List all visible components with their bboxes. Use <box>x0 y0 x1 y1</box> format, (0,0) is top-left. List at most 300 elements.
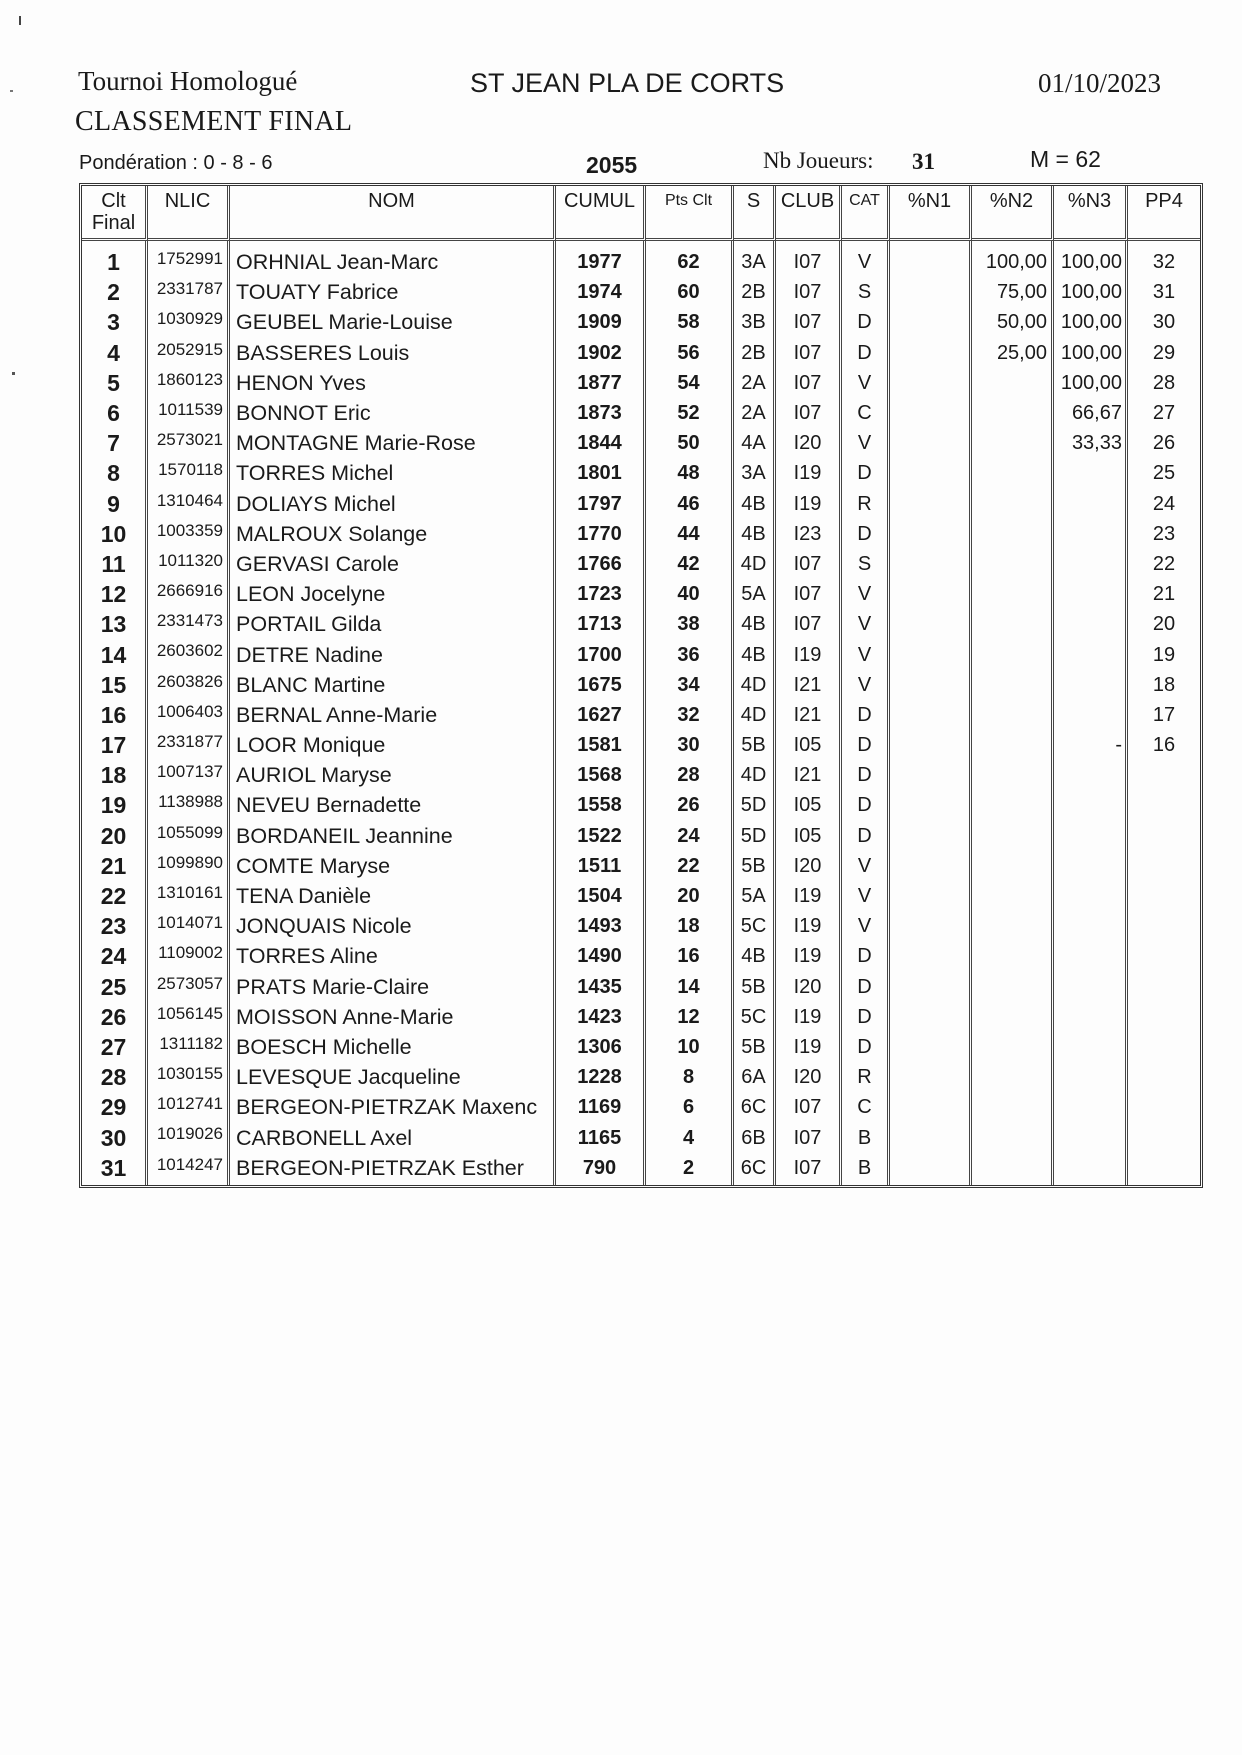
table-row <box>82 1032 1200 1062</box>
pp4-cell: 30 <box>1152 311 1176 334</box>
license-cell: 1311182 <box>148 1032 230 1062</box>
pct-n1-cell <box>890 700 972 730</box>
license-cell: 1011320 <box>148 549 230 579</box>
series-cell: 3A <box>734 458 776 488</box>
series-cell: 5B <box>734 1032 776 1062</box>
table-row <box>82 760 1200 790</box>
pct-n2-cell: 100,00 <box>972 241 1054 277</box>
series-cell: 5A <box>734 579 776 609</box>
category-cell: R <box>842 1062 890 1092</box>
table-row <box>82 911 1200 941</box>
name-cell: HENON Yves <box>230 368 556 398</box>
points-cell: 6 <box>646 1092 734 1122</box>
points-cell: 22 <box>646 851 734 881</box>
points-cell: 14 <box>646 972 734 1002</box>
col-header-nlic: NLIC <box>148 186 230 241</box>
points-cell: 38 <box>646 609 734 639</box>
cumul-cell: 1877 <box>556 368 646 398</box>
series-cell: 4D <box>734 700 776 730</box>
points-cell: 60 <box>646 277 734 307</box>
series-cell: 4B <box>734 639 776 669</box>
table-row <box>82 821 1200 851</box>
series-cell: 6C <box>734 1092 776 1122</box>
points-cell: 56 <box>646 338 734 368</box>
pct-n3-cell <box>1054 821 1128 851</box>
points-cell: 48 <box>646 458 734 488</box>
name-cell: DOLIAYS Michel <box>230 489 556 519</box>
pct-n1-cell <box>890 398 972 428</box>
club-cell: I21 <box>776 670 842 700</box>
category-cell: B <box>842 1153 890 1185</box>
cumul-cell: 1504 <box>556 881 646 911</box>
pct-n1-cell <box>890 428 972 458</box>
pct-n2-cell <box>972 549 1054 579</box>
col-header-cumul: CUMUL <box>556 186 646 241</box>
pct-n1-cell <box>890 941 972 971</box>
table-row <box>82 277 1200 307</box>
rank-cell: 22 <box>82 881 148 911</box>
document-type: Tournoi Homologué <box>78 66 298 96</box>
name-cell: BASSERES Louis <box>230 338 556 368</box>
venue-name: ST JEAN PLA DE CORTS <box>470 68 785 98</box>
rank-cell: 29 <box>82 1092 148 1122</box>
club-cell: I07 <box>776 1122 842 1152</box>
points-cell: 46 <box>646 489 734 519</box>
license-cell: 1030155 <box>148 1062 230 1092</box>
series-cell: 5A <box>734 881 776 911</box>
pct-n3-cell: 66,67 <box>1054 398 1128 428</box>
pp4-cell: 27 <box>1152 402 1176 425</box>
pct-n3-cell: - <box>1054 730 1128 760</box>
col-header-n3: %N3 <box>1054 186 1128 241</box>
pct-n1-cell <box>890 972 972 1002</box>
license-cell: 2603826 <box>148 670 230 700</box>
cumul-cell: 1490 <box>556 941 646 971</box>
cumul-cell: 1766 <box>556 549 646 579</box>
license-cell: 1099890 <box>148 851 230 881</box>
license-cell: 2331473 <box>148 609 230 639</box>
points-cell: 18 <box>646 911 734 941</box>
pct-n1-cell <box>890 368 972 398</box>
col-header-nom: NOM <box>230 186 556 241</box>
name-cell: NEVEU Bernadette <box>230 790 556 820</box>
name-cell: JONQUAIS Nicole <box>230 911 556 941</box>
cumul-cell: 790 <box>556 1153 646 1185</box>
table-row <box>82 549 1200 579</box>
cumul-cell: 1770 <box>556 519 646 549</box>
tournament-date: 01/10/2023 <box>1038 68 1162 98</box>
club-cell: I23 <box>776 519 842 549</box>
points-cell: 12 <box>646 1002 734 1032</box>
club-cell: I20 <box>776 1062 842 1092</box>
license-cell: 2573021 <box>148 428 230 458</box>
pp4-cell <box>1128 1092 1200 1122</box>
total-score: 2055 <box>586 152 638 178</box>
pct-n2-cell <box>972 821 1054 851</box>
pp4-cell <box>1128 1032 1200 1062</box>
license-cell: 1570118 <box>148 458 230 488</box>
rank-cell: 4 <box>82 338 148 368</box>
license-cell: 1752991 <box>148 241 230 277</box>
rank-cell: 21 <box>82 851 148 881</box>
table-row <box>82 579 1200 609</box>
points-cell: 42 <box>646 549 734 579</box>
cumul-cell: 1165 <box>556 1122 646 1152</box>
pct-n2-cell <box>972 609 1054 639</box>
pct-n1-cell <box>890 730 972 760</box>
cumul-cell: 1423 <box>556 1002 646 1032</box>
series-cell: 4A <box>734 428 776 458</box>
name-cell: MONTAGNE Marie-Rose <box>230 428 556 458</box>
name-cell: BERNAL Anne-Marie <box>230 700 556 730</box>
license-cell: 2331877 <box>148 730 230 760</box>
license-cell: 2666916 <box>148 579 230 609</box>
points-cell: 52 <box>646 398 734 428</box>
pct-n2-cell <box>972 911 1054 941</box>
license-cell: 1860123 <box>148 368 230 398</box>
series-cell: 5C <box>734 1002 776 1032</box>
rank-cell: 3 <box>82 307 148 337</box>
pct-n2-cell <box>972 941 1054 971</box>
pct-n3-cell <box>1054 670 1128 700</box>
category-cell: S <box>842 549 890 579</box>
points-cell: 50 <box>646 428 734 458</box>
series-cell: 3B <box>734 307 776 337</box>
club-cell: I07 <box>776 609 842 639</box>
pct-n1-cell <box>890 338 972 368</box>
pct-n2-cell <box>972 700 1054 730</box>
series-cell: 2B <box>734 277 776 307</box>
pct-n3-cell <box>1054 941 1128 971</box>
pct-n3-cell <box>1054 458 1128 488</box>
col-header-n1: %N1 <box>890 186 972 241</box>
pct-n2-cell <box>972 1062 1054 1092</box>
pp4-cell <box>1128 790 1200 820</box>
rank-cell: 28 <box>82 1062 148 1092</box>
name-cell: BERGEON-PIETRZAK Maxenc <box>230 1092 556 1122</box>
pct-n1-cell <box>890 277 972 307</box>
category-cell: V <box>842 851 890 881</box>
pct-n3-cell <box>1054 549 1128 579</box>
cumul-cell: 1723 <box>556 579 646 609</box>
club-cell: I20 <box>776 972 842 1002</box>
points-cell: 44 <box>646 519 734 549</box>
category-cell: D <box>842 458 890 488</box>
rank-cell: 6 <box>82 398 148 428</box>
cumul-cell: 1713 <box>556 609 646 639</box>
table-row <box>82 670 1200 700</box>
club-cell: I19 <box>776 911 842 941</box>
club-cell: I19 <box>776 639 842 669</box>
series-cell: 2B <box>734 338 776 368</box>
pp4-cell <box>1128 760 1200 790</box>
table-row <box>82 338 1200 368</box>
pct-n2-cell <box>972 1002 1054 1032</box>
pp4-cell: 32 <box>1152 251 1176 274</box>
points-cell: 34 <box>646 670 734 700</box>
pct-n3-cell <box>1054 609 1128 639</box>
pp4-cell: 18 <box>1152 673 1176 696</box>
club-cell: I07 <box>776 338 842 368</box>
series-cell: 4B <box>734 609 776 639</box>
pct-n3-cell <box>1054 489 1128 519</box>
page-title: CLASSEMENT FINAL <box>75 106 353 137</box>
pct-n3-cell <box>1054 579 1128 609</box>
pct-n3-cell <box>1054 851 1128 881</box>
pct-n1-cell <box>890 1153 972 1185</box>
points-cell: 32 <box>646 700 734 730</box>
name-cell: LOOR Monique <box>230 730 556 760</box>
rank-cell: 25 <box>82 972 148 1002</box>
license-cell: 2331787 <box>148 277 230 307</box>
points-cell: 62 <box>646 241 734 277</box>
pct-n2-cell <box>972 398 1054 428</box>
scan-artifact <box>19 16 21 25</box>
license-cell: 2573057 <box>148 972 230 1002</box>
pct-n3-cell <box>1054 1062 1128 1092</box>
pct-n1-cell <box>890 760 972 790</box>
series-cell: 5C <box>734 911 776 941</box>
table-row <box>82 700 1200 730</box>
club-cell: I07 <box>776 277 842 307</box>
rank-cell: 15 <box>82 670 148 700</box>
pct-n3-cell: 33,33 <box>1054 428 1128 458</box>
license-cell: 1109002 <box>148 941 230 971</box>
name-cell: GERVASI Carole <box>230 549 556 579</box>
category-cell: D <box>842 338 890 368</box>
pct-n1-cell <box>890 241 972 277</box>
category-cell: V <box>842 609 890 639</box>
name-cell: BOESCH Michelle <box>230 1032 556 1062</box>
name-cell: TENA Danièle <box>230 881 556 911</box>
points-cell: 58 <box>646 307 734 337</box>
rank-cell: 24 <box>82 941 148 971</box>
pp4-cell: 21 <box>1152 583 1176 606</box>
rank-cell: 31 <box>82 1153 148 1185</box>
pp4-cell: 31 <box>1152 281 1176 304</box>
license-cell: 2603602 <box>148 639 230 669</box>
scan-artifact <box>12 372 15 375</box>
points-cell: 8 <box>646 1062 734 1092</box>
rank-cell: 18 <box>82 760 148 790</box>
name-cell: COMTE Maryse <box>230 851 556 881</box>
club-cell: I07 <box>776 549 842 579</box>
category-cell: R <box>842 489 890 519</box>
pct-n1-cell <box>890 307 972 337</box>
series-cell: 4D <box>734 670 776 700</box>
cumul-cell: 1435 <box>556 972 646 1002</box>
category-cell: D <box>842 519 890 549</box>
cumul-cell: 1675 <box>556 670 646 700</box>
cumul-cell: 1844 <box>556 428 646 458</box>
category-cell: D <box>842 790 890 820</box>
table-row <box>82 428 1200 458</box>
pp4-cell: 24 <box>1152 492 1176 515</box>
pct-n1-cell <box>890 670 972 700</box>
pct-n3-cell <box>1054 760 1128 790</box>
cumul-cell: 1902 <box>556 338 646 368</box>
cumul-cell: 1568 <box>556 760 646 790</box>
points-cell: 28 <box>646 760 734 790</box>
cumul-cell: 1169 <box>556 1092 646 1122</box>
pct-n3-cell: 100,00 <box>1054 277 1128 307</box>
license-cell: 1055099 <box>148 821 230 851</box>
pp4-cell: 26 <box>1152 432 1176 455</box>
pp4-cell <box>1128 972 1200 1002</box>
points-cell: 2 <box>646 1153 734 1185</box>
license-cell: 1310161 <box>148 881 230 911</box>
pct-n1-cell <box>890 821 972 851</box>
cumul-cell: 1228 <box>556 1062 646 1092</box>
table-row <box>82 730 1200 760</box>
col-header-club: CLUB <box>776 186 842 241</box>
pct-n3-cell: 100,00 <box>1054 241 1128 277</box>
cumul-cell: 1558 <box>556 790 646 820</box>
col-header-pts: Pts Clt <box>646 186 734 241</box>
pct-n3-cell <box>1054 1002 1128 1032</box>
pct-n1-cell <box>890 881 972 911</box>
cumul-cell: 1974 <box>556 277 646 307</box>
max-points: M = 62 <box>1030 146 1101 172</box>
category-cell: C <box>842 398 890 428</box>
pct-n3-cell <box>1054 1092 1128 1122</box>
pp4-cell <box>1128 1153 1200 1185</box>
pp4-cell <box>1128 881 1200 911</box>
points-cell: 40 <box>646 579 734 609</box>
series-cell: 5B <box>734 851 776 881</box>
points-cell: 20 <box>646 881 734 911</box>
pct-n2-cell <box>972 851 1054 881</box>
rank-cell: 19 <box>82 790 148 820</box>
pp4-cell: 17 <box>1152 703 1176 726</box>
category-cell: B <box>842 1122 890 1152</box>
table-row <box>82 851 1200 881</box>
club-cell: I21 <box>776 700 842 730</box>
license-cell: 1138988 <box>148 790 230 820</box>
series-cell: 5B <box>734 730 776 760</box>
cumul-cell: 1909 <box>556 307 646 337</box>
rank-cell: 16 <box>82 700 148 730</box>
cumul-cell: 1797 <box>556 489 646 519</box>
pct-n2-cell <box>972 972 1054 1002</box>
cumul-cell: 1522 <box>556 821 646 851</box>
license-cell: 1014071 <box>148 911 230 941</box>
name-cell: TORRES Michel <box>230 458 556 488</box>
license-cell: 1030929 <box>148 307 230 337</box>
license-cell: 1310464 <box>148 489 230 519</box>
pct-n2-cell <box>972 1153 1054 1185</box>
series-cell: 4D <box>734 549 776 579</box>
cumul-cell: 1873 <box>556 398 646 428</box>
pct-n2-cell: 75,00 <box>972 277 1054 307</box>
pct-n2-cell <box>972 1122 1054 1152</box>
cumul-cell: 1493 <box>556 911 646 941</box>
pct-n2-cell <box>972 458 1054 488</box>
pp4-cell: 23 <box>1152 522 1176 545</box>
pp4-cell <box>1128 851 1200 881</box>
pct-n2-cell <box>972 639 1054 669</box>
pct-n1-cell <box>890 1032 972 1062</box>
name-cell: MALROUX Solange <box>230 519 556 549</box>
points-cell: 10 <box>646 1032 734 1062</box>
points-cell: 26 <box>646 790 734 820</box>
club-cell: I05 <box>776 730 842 760</box>
cumul-cell: 1511 <box>556 851 646 881</box>
series-cell: 4B <box>734 489 776 519</box>
ponderation: Pondération : 0 - 8 - 6 <box>79 152 273 174</box>
series-cell: 2A <box>734 398 776 428</box>
rank-cell: 1 <box>82 241 148 277</box>
table-row <box>82 307 1200 337</box>
results-table <box>79 183 1203 1188</box>
pct-n2-cell <box>972 579 1054 609</box>
rank-cell: 27 <box>82 1032 148 1062</box>
pct-n1-cell <box>890 579 972 609</box>
category-cell: V <box>842 911 890 941</box>
rank-cell: 13 <box>82 609 148 639</box>
pct-n2-cell <box>972 489 1054 519</box>
name-cell: TOUATY Fabrice <box>230 277 556 307</box>
table-row <box>82 972 1200 1002</box>
col-header-n2: %N2 <box>972 186 1054 241</box>
license-cell: 1019026 <box>148 1122 230 1152</box>
col-header-cat: CAT <box>842 186 890 241</box>
pct-n3-cell <box>1054 700 1128 730</box>
pct-n2-cell <box>972 519 1054 549</box>
table-row <box>82 398 1200 428</box>
table-row <box>82 639 1200 669</box>
table-row <box>82 458 1200 488</box>
pp4-cell: 28 <box>1152 371 1176 394</box>
category-cell: V <box>842 670 890 700</box>
name-cell: BERGEON-PIETRZAK Esther <box>230 1153 556 1185</box>
club-cell: I07 <box>776 307 842 337</box>
table-row <box>82 1092 1200 1122</box>
pct-n3-cell <box>1054 1032 1128 1062</box>
pp4-cell <box>1128 1122 1200 1152</box>
name-cell: LEON Jocelyne <box>230 579 556 609</box>
license-cell: 1014247 <box>148 1153 230 1185</box>
club-cell: I21 <box>776 760 842 790</box>
license-cell: 1056145 <box>148 1002 230 1032</box>
points-cell: 4 <box>646 1122 734 1152</box>
cumul-cell: 1801 <box>556 458 646 488</box>
name-cell: BORDANEIL Jeannine <box>230 821 556 851</box>
category-cell: D <box>842 972 890 1002</box>
table-row <box>82 1062 1200 1092</box>
pct-n3-cell <box>1054 519 1128 549</box>
club-cell: I19 <box>776 881 842 911</box>
pct-n1-cell <box>890 609 972 639</box>
pct-n3-cell <box>1054 1153 1128 1185</box>
pp4-cell: 19 <box>1152 643 1176 666</box>
club-cell: I07 <box>776 241 842 277</box>
pp4-cell <box>1128 1062 1200 1092</box>
pct-n2-cell <box>972 730 1054 760</box>
category-cell: V <box>842 368 890 398</box>
points-cell: 36 <box>646 639 734 669</box>
license-cell: 1003359 <box>148 519 230 549</box>
rank-cell: 20 <box>82 821 148 851</box>
pct-n3-cell: 100,00 <box>1054 368 1128 398</box>
pp4-cell <box>1128 941 1200 971</box>
col-header-s: S <box>734 186 776 241</box>
category-cell: D <box>842 941 890 971</box>
pct-n1-cell <box>890 911 972 941</box>
category-cell: D <box>842 1002 890 1032</box>
table-row <box>82 489 1200 519</box>
rank-cell: 2 <box>82 277 148 307</box>
